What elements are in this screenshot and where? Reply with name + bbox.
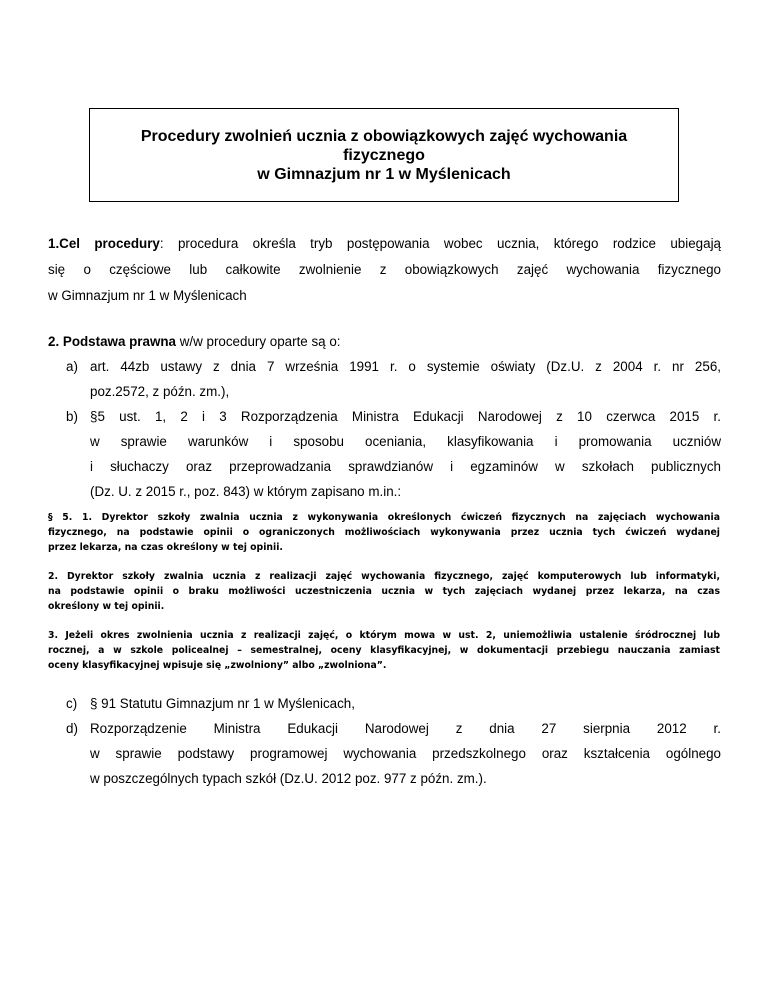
title-line-3: w Gimnazjum nr 1 w Myślenicach [257,165,511,183]
item-b-label: b) [66,409,78,424]
section1-line-3: w Gimnazjum nr 1 w Myślenicach [48,288,247,303]
item-a-line-2: poz.2572, z późn. zm.), [90,384,230,399]
quote-p1-line-3: przez lekarza, na czas określony w tej opinii. [48,542,283,553]
quote-p2-line-2: na podstawie opinii o braku możliwości uczestniczenia ucznia w tych zajęciach wydanej przez lekarza, na czas [48,586,720,597]
quote-paragraph-2 [48,569,720,614]
title-line-1: Procedury zwolnień ucznia z obowiązkowych zajęć wychowania [140,127,628,145]
section1-heading: 1.Cel procedury [48,236,160,251]
quote-p1-line-2: fizycznego, na podstawie opinii o ograniczonych możliwościach wykonywania przez ucznia tych ćwiczeń wydanej [48,527,720,538]
quote-paragraph-1 [48,510,720,555]
document-title-box [89,108,679,202]
quote-p3-line-2: rocznej, a w szkole policealnej – semestralnej, oceny klasyfikacyjnej, w dokumentacji przebiegu nauczania zamiast [48,645,720,656]
item-a-line-1: art. 44zb ustawy z dnia 7 września 1991 r. o systemie oświaty (Dz.U. z 2004 r. nr 256, [90,359,721,374]
item-b-line-4: (Dz. U. z 2015 r., poz. 843) w którym zapisano m.in.: [90,484,402,499]
item-c-line-1: § 91 Statutu Gimnazjum nr 1 w Myślenicach, [90,696,355,711]
quote-p3-line-1: 3. Jeżeli okres zwolnienia ucznia z realizacji zajęć, o którym mowa w ust. 2, uniemożliwia ustalenie śródrocznej lub [48,630,720,641]
section1-line-1-text: : procedura określa tryb postępowania wobec ucznia, którego rodzice ubiegają [159,236,721,251]
quote-paragraph-3 [48,628,720,673]
item-d-line-3: w poszczególnych typach szkół (Dz.U. 2012 poz. 977 z późn. zm.). [90,771,487,786]
item-d-line-1: Rozporządzenie Ministra Edukacji Narodowej z dnia 27 sierpnia 2012 r. [90,721,721,736]
section1-line-1 [48,236,721,252]
quote-p2-line-1: 2. Dyrektor szkoły zwalnia ucznia z realizacji zajęć wychowania fizycznego, zajęć komputerowych lub informatyki, [48,571,720,582]
title-line-2: fizycznego [343,146,425,164]
item-b-line-2: w sprawie warunków i sposobu oceniania, klasyfikowania i promowania uczniów [90,434,721,449]
item-d-label: d) [66,721,78,736]
section1-line-2: się o częściowe lub całkowite zwolnienie z obowiązkowych zajęć wychowania fizycznego [48,262,721,277]
quote-p3-line-3: oceny klasyfikacyjnej wpisuje się „zwolniony” albo „zwolniona”. [48,660,387,671]
item-b-line-1: §5 ust. 1, 2 i 3 Rozporządzenia Ministra Edukacji Narodowej z 10 czerwca 2015 r. [90,409,721,424]
section2-heading: 2. Podstawa prawna [48,334,176,349]
item-b-line-3: i słuchaczy oraz przeprowadzania sprawdzianów i egzaminów w szkołach publicznych [90,459,721,474]
item-c-label: c) [66,696,78,711]
quote-p2-line-3: określony w tej opinii. [48,601,165,612]
item-a-label: a) [66,359,78,374]
item-d-line-2: w sprawie podstawy programowej wychowania przedszkolnego oraz kształcenia ogólnego [90,746,721,761]
quote-p1-line-1: § 5. 1. Dyrektor szkoły zwalnia ucznia z wykonywania określonych ćwiczeń fizycznych na zajęciach wychowania [48,512,720,523]
section2-heading-text: w/w procedury oparte są o: [176,334,341,349]
section2-line-heading [48,334,341,350]
